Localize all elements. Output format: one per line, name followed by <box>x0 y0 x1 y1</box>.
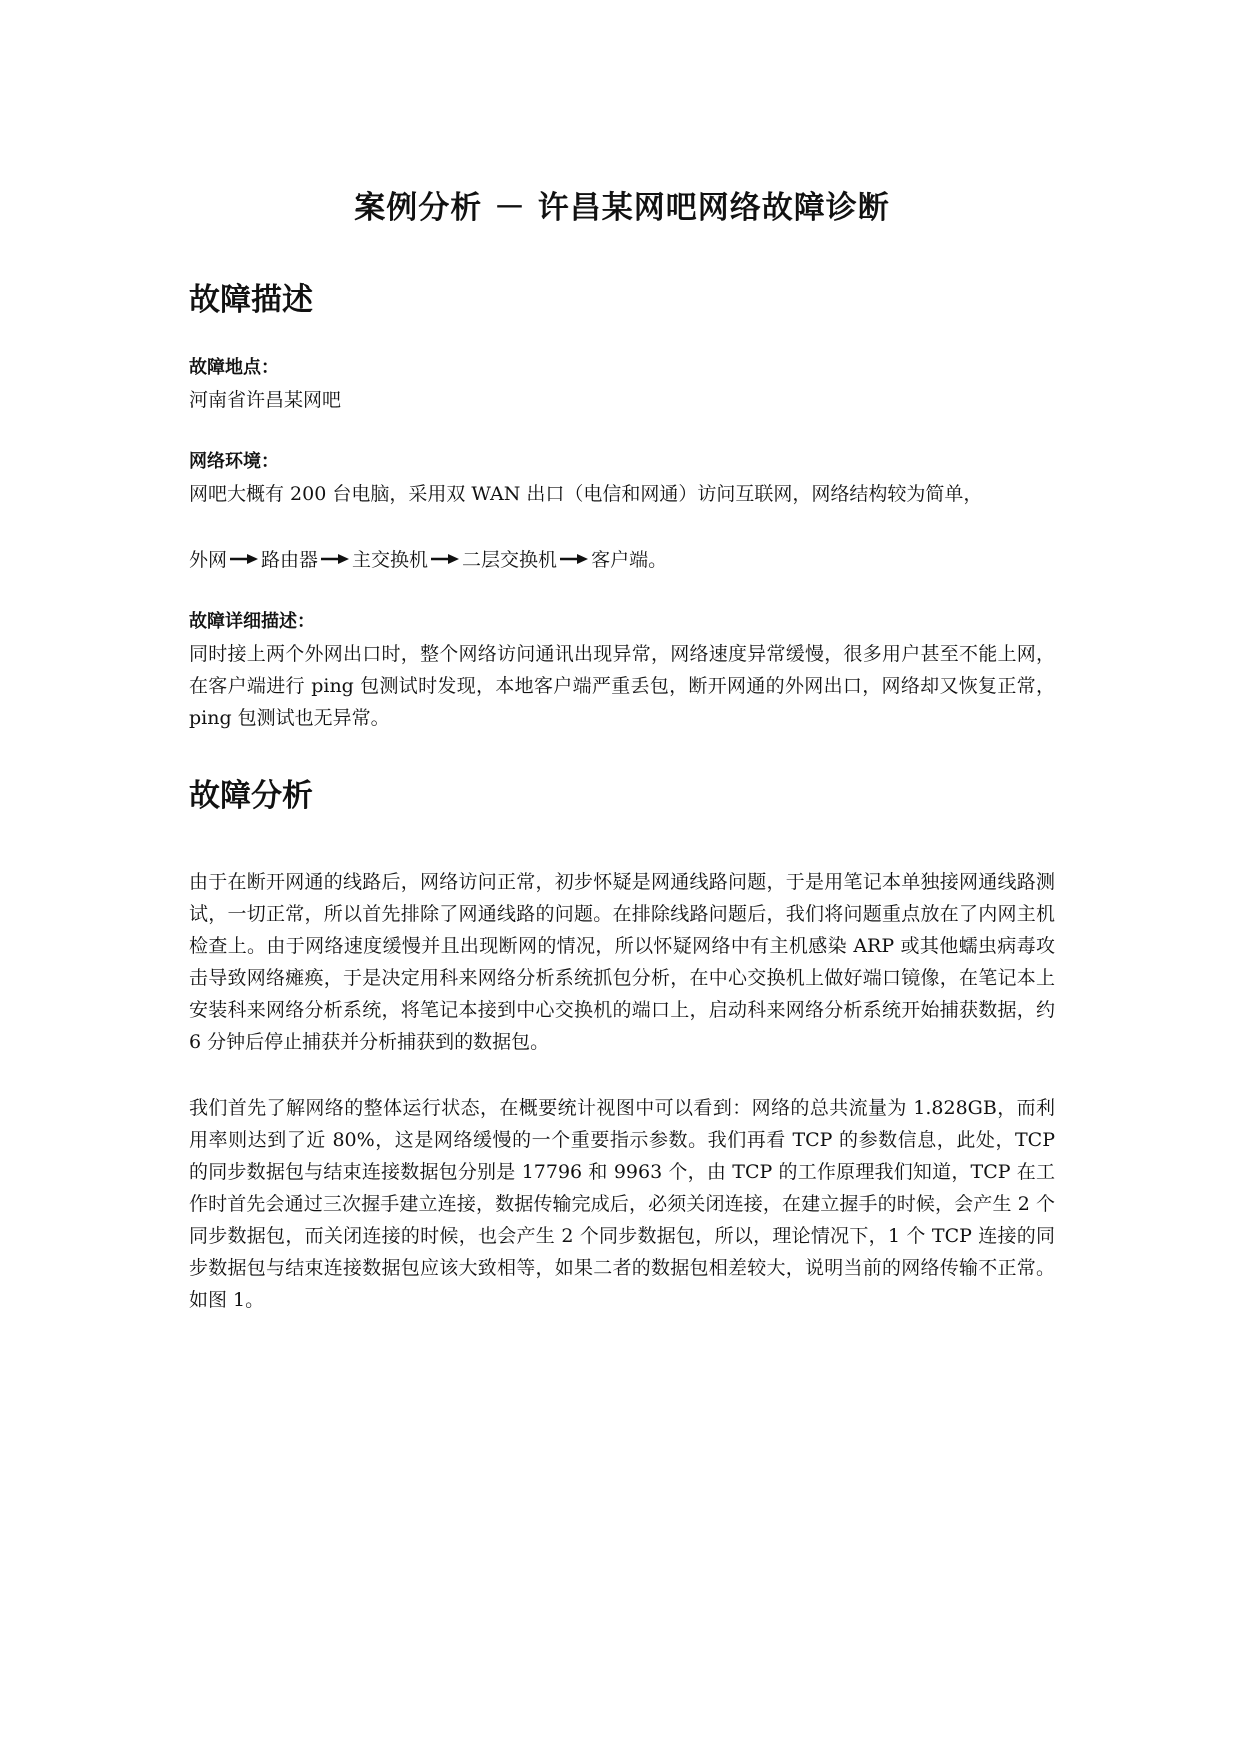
flow-node-internet: 外网 <box>189 549 228 571</box>
fault-detail-label: 故障详细描述： <box>189 611 315 632</box>
arrow-right-icon <box>559 553 589 565</box>
fault-analysis-section <box>189 772 1055 1316</box>
flow-node-client: 客户端。 <box>591 549 668 571</box>
analysis-paragraph: 由于在断开网通的线路后，网络访问正常，初步怀疑是网通线路问题，于是用笔记本单独接网通线路测试，一切正常，所以首先排除了网通线路的问题。在排除线路问题后，我们将问题重点放在了内网主机检查上。由于网络速度缓慢并且出现断网的情况，所以怀疑网络中有主机感染 ARP 或其他蠕虫病毒攻击导致网络瘫痪，于是决定用科来网络分析系统抓包分析，在中心交换机上做好端口镜像，在笔记本上安装科来网络分析系统，将笔记本接到中心交换机的端口上，启动科来网络分析系统开始捕获数据，约 6 分钟后停止捕获并分析捕获到的数据包。 <box>189 871 1055 1053</box>
flow-node-router: 路由器 <box>261 549 319 571</box>
flow-node-layer2-switch: 二层交换机 <box>462 549 558 571</box>
fault-detail-field <box>189 606 1055 734</box>
network-environment-text: 网吧大概有 200 台电脑，采用双 WAN 出口（电信和网通）访问互联网，网络结构较为简单， <box>189 483 983 505</box>
network-environment-field <box>189 446 1055 576</box>
fault-analysis-heading: 故障分析 <box>189 778 313 814</box>
arrow-right-icon <box>229 553 259 565</box>
analysis-paragraph: 我们首先了解网络的整体运行状态，在概要统计视图中可以看到：网络的总共流量为 1.828GB，而利用率则达到了近 80%，这是网络缓慢的一个重要指示参数。我们再看 TCP 的参数信息，此处，TCP 的同步数据包与结束连接数据包分别是 17796 和 9963 个，由 TCP 的工作原理我们知道，TCP 在工作时首先会通过三次握手建立连接，数据传输完成后，必须关闭连接，在建立握手的时候，会产生 2 个同步数据包，而关闭连接的时候，也会产生 2 个同步数据包，所以，理论情况下，1 个 TCP 连接的同步数据包与结束连接数据包应该大致相等，如果二者的数据包相差较大，说明当前的网络传输不正常。如图 1。 <box>189 1097 1055 1311</box>
fault-detail-text: 同时接上两个外网出口时，整个网络访问通讯出现异常，网络速度异常缓慢，很多用户甚至不能上网，在客户端进行 ping 包测试时发现，本地客户端严重丢包，断开网通的外网出口，网络却又恢复正常，ping 包测试也无异常。 <box>189 643 1055 729</box>
fault-location-field <box>189 352 1055 416</box>
fault-analysis-body <box>189 866 1055 1316</box>
arrow-right-icon <box>320 553 350 565</box>
document-content <box>189 180 1055 1316</box>
fault-location-value: 河南省许昌某网吧 <box>189 389 342 411</box>
flow-node-core-switch: 主交换机 <box>352 549 429 571</box>
arrow-right-icon <box>430 553 460 565</box>
fault-location-label: 故障地点： <box>189 357 279 378</box>
network-environment-label: 网络环境： <box>189 451 279 472</box>
fault-description-section <box>189 276 1055 734</box>
document-title: 案例分析 － 许昌某网吧网络故障诊断 <box>354 190 890 226</box>
fault-description-heading: 故障描述 <box>189 282 313 318</box>
network-topology-flow <box>189 544 1055 576</box>
